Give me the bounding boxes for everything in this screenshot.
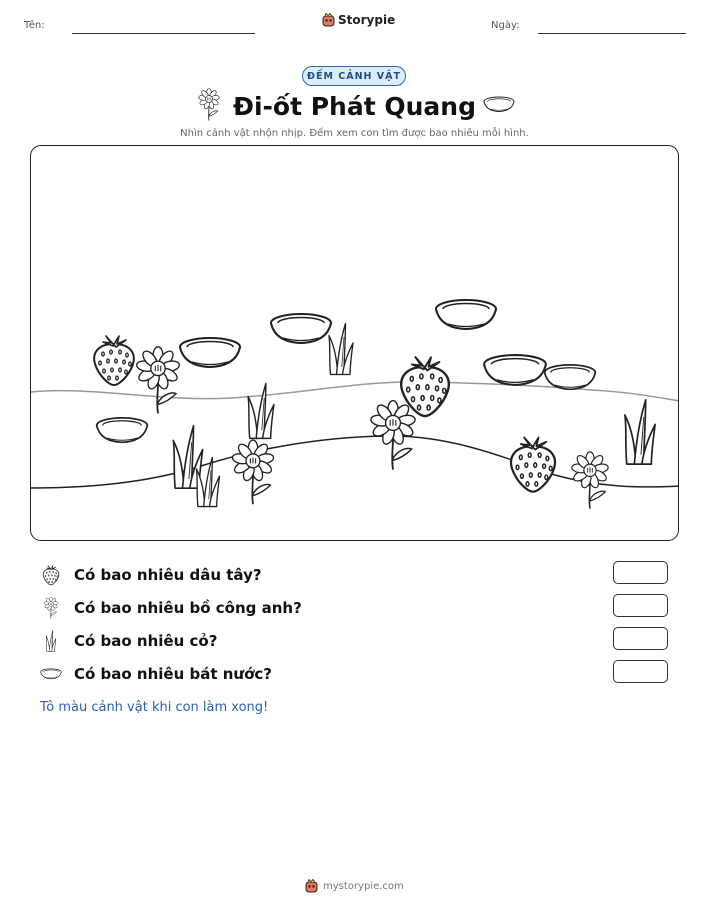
question-water-bowl: [40, 663, 670, 687]
name-field[interactable]: [72, 33, 255, 34]
water-bowl: [484, 355, 546, 385]
question-text: Có bao nhiêu bồ công anh?: [74, 599, 302, 617]
grass: [248, 384, 274, 439]
footer-url: mystorypie.com: [323, 880, 404, 892]
question-text: Có bao nhiêu bát nước?: [74, 665, 273, 683]
grass: [625, 400, 655, 464]
coloring-note: Tô màu cảnh vật khi con làm xong!: [40, 700, 269, 715]
strawberry-icon: [40, 564, 62, 586]
name-label: Tên:: [24, 20, 45, 31]
date-field[interactable]: [538, 33, 686, 34]
strawberry: [94, 336, 134, 385]
water-bowl: [545, 365, 596, 389]
question-strawberry: [40, 564, 670, 588]
dandelion-icon: [40, 597, 62, 619]
water-bowl: [180, 338, 240, 367]
water-bowl: [271, 314, 331, 343]
dandelion: [370, 401, 416, 470]
scene-illustration: [31, 146, 679, 541]
water-bowl-icon: [483, 96, 515, 113]
answer-box-water-bowl[interactable]: [613, 660, 668, 683]
grass-icon: [40, 630, 62, 652]
question-text: Có bao nhiêu dâu tây?: [74, 566, 262, 584]
strawberry: [511, 437, 555, 491]
page-title: Đi-ốt Phát Quang: [233, 92, 476, 121]
water-bowl: [436, 300, 496, 329]
question-grass: [40, 630, 670, 654]
date-label: Ngày:: [491, 20, 520, 31]
storypie-logo-icon: [322, 13, 335, 27]
answer-box-strawberry[interactable]: [613, 561, 668, 584]
question-dandelion: [40, 597, 670, 621]
question-text: Có bao nhiêu cỏ?: [74, 632, 218, 650]
water-bowl-icon: [40, 667, 62, 681]
brand-name: Storypie: [338, 13, 396, 27]
dandelion: [232, 440, 275, 504]
water-bowl: [97, 418, 148, 442]
dandelion: [136, 347, 180, 414]
instructions: Nhìn cảnh vật nhộn nhịp. Đếm xem con tìm được bao nhiêu mỗi hình.: [180, 128, 529, 139]
dandelion: [571, 452, 609, 509]
footer: [305, 879, 404, 893]
category-badge: ĐẾM CẢNH VẬT: [302, 66, 406, 86]
grass: [329, 324, 353, 375]
answer-box-grass[interactable]: [613, 627, 668, 650]
counting-scene: [30, 145, 679, 541]
answer-box-dandelion[interactable]: [613, 594, 668, 617]
brand: [322, 13, 395, 27]
storypie-logo-icon: [305, 879, 318, 893]
